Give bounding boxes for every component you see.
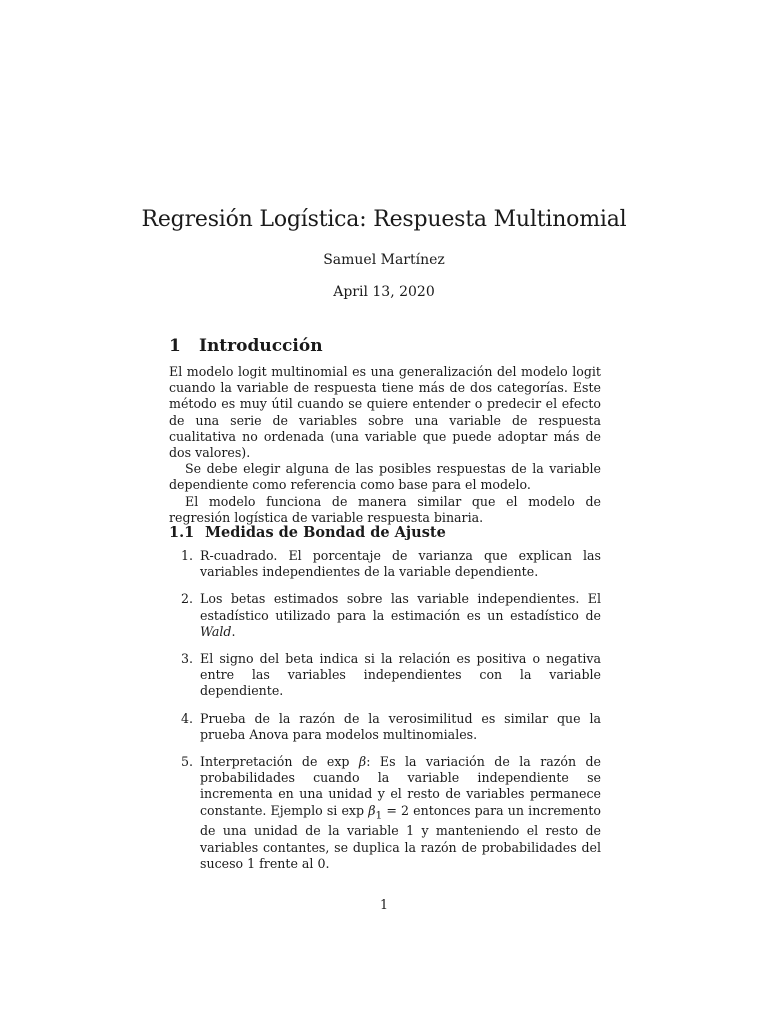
list-item-text: Los betas estimados sobre las variable independientes. El estadístico utilizado para la estimación es un estadístico de: [200, 591, 601, 623]
enumerated-list: [169, 548, 601, 883]
list-item: [169, 711, 601, 743]
date: April 13, 2020: [333, 284, 435, 300]
author: Samuel Martínez: [323, 252, 445, 268]
list-item-text: .: [231, 623, 236, 639]
subsection-heading: [169, 523, 446, 543]
paragraph: El modelo logit multinomial es una generalización del modelo logit cuando la variable de respuesta tiene más de dos categorías. Este método es muy útil cuando se quiere entender o predecir el efecto de una serie de variables sobre una variable de respuesta cualitativa no ordenada (una variable que puede adoptar más de dos valores).: [169, 364, 601, 461]
math-subscript: 1: [375, 809, 383, 822]
subsection-title: Medidas de Bondad de Ajuste: [205, 524, 446, 541]
list-item-label: 1.: [181, 548, 194, 563]
list-item-text: : Es la variación de la razón de probabilidades cuando la variable independiente se incrementa en una unidad y el resto de variables permanece constante. Ejemplo si exp: [200, 754, 601, 818]
math-beta: β: [358, 754, 367, 770]
introduction-body: [169, 364, 601, 526]
list-item: [169, 591, 601, 640]
list-item-text: El signo del beta indica si la relación es positiva o negativa entre las variables independientes con la variable dependiente.: [200, 651, 601, 699]
paragraph: El modelo funciona de manera similar que el modelo de regresión logística de variable respuesta binaria.: [169, 493, 601, 525]
list-item-text: R-cuadrado. El porcentaje de varianza que explican las variables independientes de la variable dependiente.: [200, 548, 601, 580]
math-wald: Wald: [200, 623, 232, 639]
section-heading: [169, 334, 323, 358]
list-item-text: = 2 entonces para un incremento de una unidad de la variable 1 y manteniendo el resto de variables contantes, se duplica la razón de probabilidades del suceso 1 frente al 0.: [200, 802, 601, 871]
list-item: [169, 754, 601, 872]
list-item-label: 5.: [181, 754, 194, 770]
paragraph: Se debe elegir alguna de las posibles respuestas de la variable dependiente como referencia como base para el modelo.: [169, 461, 601, 493]
section-title: Introducción: [199, 336, 323, 356]
list-item-label: 2.: [181, 591, 194, 607]
subsection-number: 1.1: [169, 524, 195, 541]
paper-title: Regresión Logística: Respuesta Multinomial: [141, 207, 627, 232]
math-beta: β: [368, 802, 376, 818]
list-item-label: 4.: [181, 710, 194, 726]
list-item-label: 3.: [181, 651, 194, 667]
list-item-text: Interpretación de exp: [200, 754, 359, 770]
list-item-text: Prueba de la razón de la verosimilitud es similar que la prueba Anova para modelos multinomiales.: [200, 710, 601, 742]
page-number: 1: [379, 897, 388, 912]
section-number: 1: [169, 336, 181, 356]
list-item: [169, 651, 601, 700]
list-item: [169, 548, 601, 580]
